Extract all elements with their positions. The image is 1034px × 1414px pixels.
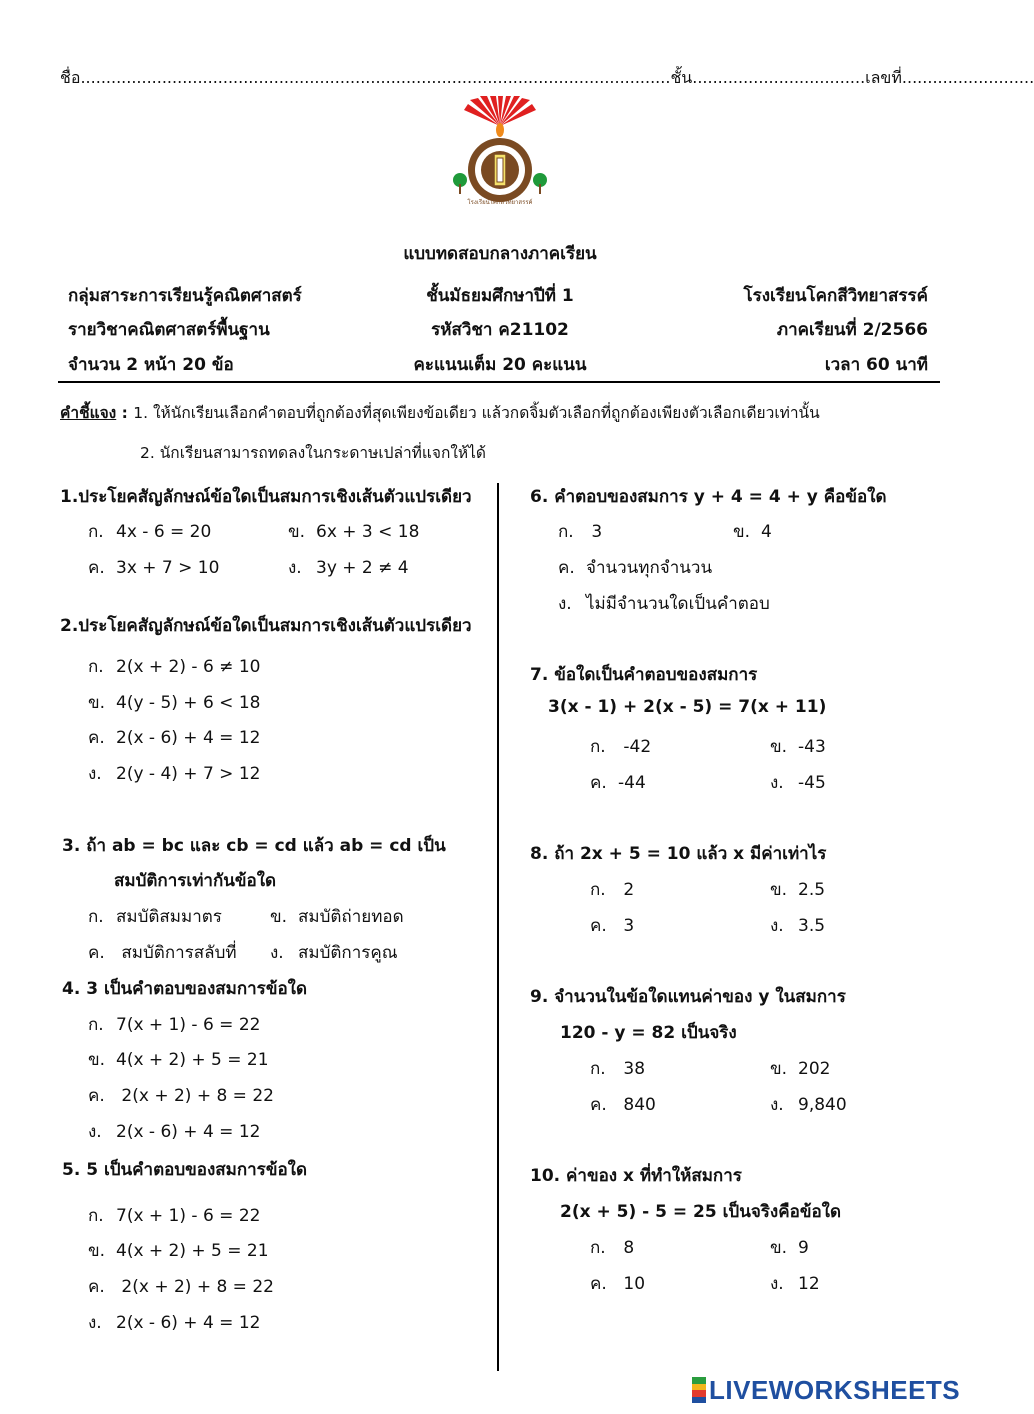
q2-option-b[interactable]: ข. 4(y - 5) + 6 < 18 (88, 693, 261, 713)
full-score: คะแนนเต็ม 20 คะแนน (413, 355, 587, 375)
exam-title: แบบทดสอบกลางภาคเรียน (403, 244, 597, 264)
q2-option-d[interactable]: ง. 2(y - 4) + 7 > 12 (88, 764, 261, 784)
school-name: โรงเรียนโคกสีวิทยาสรรค์ (743, 286, 928, 306)
q6-option-d[interactable]: ง. ไม่มีจำนวนใดเป็นคำตอบ (558, 594, 770, 614)
q3-option-b[interactable]: ข. สมบัติถ่ายทอด (270, 907, 404, 927)
q5-option-d[interactable]: ง. 2(x - 6) + 4 = 12 (88, 1313, 261, 1333)
q1-text: 1.ประโยคสัญลักษณ์ข้อใดเป็นสมการเชิงเส้นตัวแปรเดียว (60, 487, 472, 507)
q1-option-a[interactable]: ก. 4x - 6 = 20 (88, 522, 212, 542)
q2-option-c[interactable]: ค. 2(x - 6) + 4 = 12 (88, 728, 261, 748)
q9-option-c[interactable]: ค. 840 (590, 1095, 656, 1115)
tree-right-icon (533, 173, 547, 194)
q4-text: 4. 3 เป็นคำตอบของสมการข้อใด (62, 979, 307, 999)
course-code: รหัสวิชา ค21102 (431, 320, 569, 340)
q9-option-d[interactable]: ง. 9,840 (770, 1095, 847, 1115)
q7-option-b[interactable]: ข. -43 (770, 737, 826, 757)
q1-option-c[interactable]: ค. 3x + 7 > 10 (88, 558, 220, 578)
q3-option-d[interactable]: ง. สมบัติการคูณ (270, 943, 398, 963)
instruction-line-1: คำชี้แจง : 1. ให้นักเรียนเลือกคำตอบที่ถูกต้องที่สุดเพียงข้อเดียว แล้วกดจิ้มตัวเลือกที่ถูกต้องเพียงตัวเลือกเดียวเท่านั้น (60, 404, 820, 422)
q9-option-b[interactable]: ข. 202 (770, 1059, 831, 1079)
q4-option-a[interactable]: ก. 7(x + 1) - 6 = 22 (88, 1015, 261, 1035)
q10-option-c[interactable]: ค. 10 (590, 1274, 646, 1294)
instruction-line-2: 2. นักเรียนสามารถทดลงในกระดาษเปล่าที่แจกให้ได้ (140, 444, 486, 462)
class-label: ชั้น (670, 68, 693, 87)
instruction-label: คำชี้แจง (60, 404, 117, 422)
brand-text: LIVEWORKSHEETS (709, 1374, 961, 1405)
q4-option-d[interactable]: ง. 2(x - 6) + 4 = 12 (88, 1122, 261, 1142)
q6-option-b[interactable]: ข. 4 (733, 522, 772, 542)
flame-rays-icon (464, 96, 536, 126)
candle-flame-icon (496, 123, 504, 137)
column-divider (497, 483, 499, 1371)
q2-option-a[interactable]: ก. 2(x + 2) - 6 ≠ 10 (88, 657, 261, 677)
q3-option-a[interactable]: ก. สมบัติสมมาตร (88, 907, 222, 927)
q10-option-d[interactable]: ง. 12 (770, 1274, 820, 1294)
q6-text: 6. คำตอบของสมการ y + 4 = 4 + y คือข้อใด (530, 487, 887, 507)
q8-option-a[interactable]: ก. 2 (590, 880, 635, 900)
subject-group: กลุ่มสาระการเรียนรู้คณิตศาสตร์ (68, 286, 302, 306)
q3-text-line2: สมบัติการเท่ากันข้อใด (114, 871, 277, 891)
q1-option-d[interactable]: ง. 3y + 2 ≠ 4 (288, 558, 409, 578)
q3-text: 3. ถ้า ab = bc และ cb = cd แล้ว ab = cd เป็น (62, 836, 446, 856)
q6-option-c[interactable]: ค. จำนวนทุกจำนวน (558, 558, 713, 578)
school-logo (450, 96, 550, 208)
name-field: ชื่อ....................................................................................................................ชั้น..................................เลขที่.......................... (60, 68, 1034, 87)
q7-option-a[interactable]: ก. -42 (590, 737, 652, 757)
liveworksheets-logo (692, 1376, 960, 1404)
q2-text: 2.ประโยคสัญลักษณ์ข้อใดเป็นสมการเชิงเส้นตัวแปรเดียว (60, 616, 472, 636)
q6-option-a[interactable]: ก. 3 (558, 522, 603, 542)
q10-text: 10. ค่าของ x ที่ทำให้สมการ (530, 1166, 742, 1186)
q7-option-d[interactable]: ง. -45 (770, 773, 826, 793)
q8-option-c[interactable]: ค. 3 (590, 916, 635, 936)
page-count: จำนวน 2 หน้า 20 ข้อ (68, 355, 234, 375)
q1-option-b[interactable]: ข. 6x + 3 < 18 (288, 522, 420, 542)
semester: ภาคเรียนที่ 2/2566 (776, 320, 928, 340)
q7-option-c[interactable]: ค. -44 (590, 773, 646, 793)
q8-text: 8. ถ้า 2x + 5 = 10 แล้ว x มีค่าเท่าไร (530, 844, 827, 864)
number-label: เลขที่ (865, 68, 902, 87)
q7-equation: 3(x - 1) + 2(x - 5) = 7(x + 11) (548, 697, 827, 717)
q3-option-c[interactable]: ค. สมบัติการสลับที่ (88, 943, 237, 963)
q8-option-b[interactable]: ข. 2.5 (770, 880, 826, 900)
q9-text: 9. จำนวนในข้อใดแทนค่าของ y ในสมการ (530, 987, 846, 1007)
q4-option-c[interactable]: ค. 2(x + 2) + 8 = 22 (88, 1086, 274, 1106)
q7-text: 7. ข้อใดเป็นคำตอบของสมการ (530, 665, 758, 685)
q10-equation: 2(x + 5) - 5 = 25 เป็นจริงคือข้อใด (560, 1202, 841, 1222)
q5-option-c[interactable]: ค. 2(x + 2) + 8 = 22 (88, 1277, 274, 1297)
q5-option-a[interactable]: ก. 7(x + 1) - 6 = 22 (88, 1206, 261, 1226)
header-divider (58, 381, 940, 383)
q4-option-b[interactable]: ข. 4(x + 2) + 5 = 21 (88, 1050, 269, 1070)
grade-level: ชั้นมัธยมศึกษาปีที่ 1 (426, 286, 574, 306)
logo-caption: โรงเรียนโคกสีวิทยาสรรค์ (467, 199, 533, 206)
q9-option-a[interactable]: ก. 38 (590, 1059, 646, 1079)
live-badge-icon (692, 1377, 706, 1403)
q5-option-b[interactable]: ข. 4(x + 2) + 5 = 21 (88, 1241, 269, 1261)
q9-equation: 120 - y = 82 เป็นจริง (560, 1023, 737, 1043)
q5-text: 5. 5 เป็นคำตอบของสมการข้อใด (62, 1160, 307, 1180)
tree-left-icon (453, 173, 467, 194)
time-limit: เวลา 60 นาที (824, 355, 928, 375)
q8-option-d[interactable]: ง. 3.5 (770, 916, 826, 936)
q10-option-b[interactable]: ข. 9 (770, 1238, 809, 1258)
name-label: ชื่อ (60, 68, 81, 87)
course-name: รายวิชาคณิตศาสตร์พื้นฐาน (68, 320, 270, 340)
q10-option-a[interactable]: ก. 8 (590, 1238, 635, 1258)
